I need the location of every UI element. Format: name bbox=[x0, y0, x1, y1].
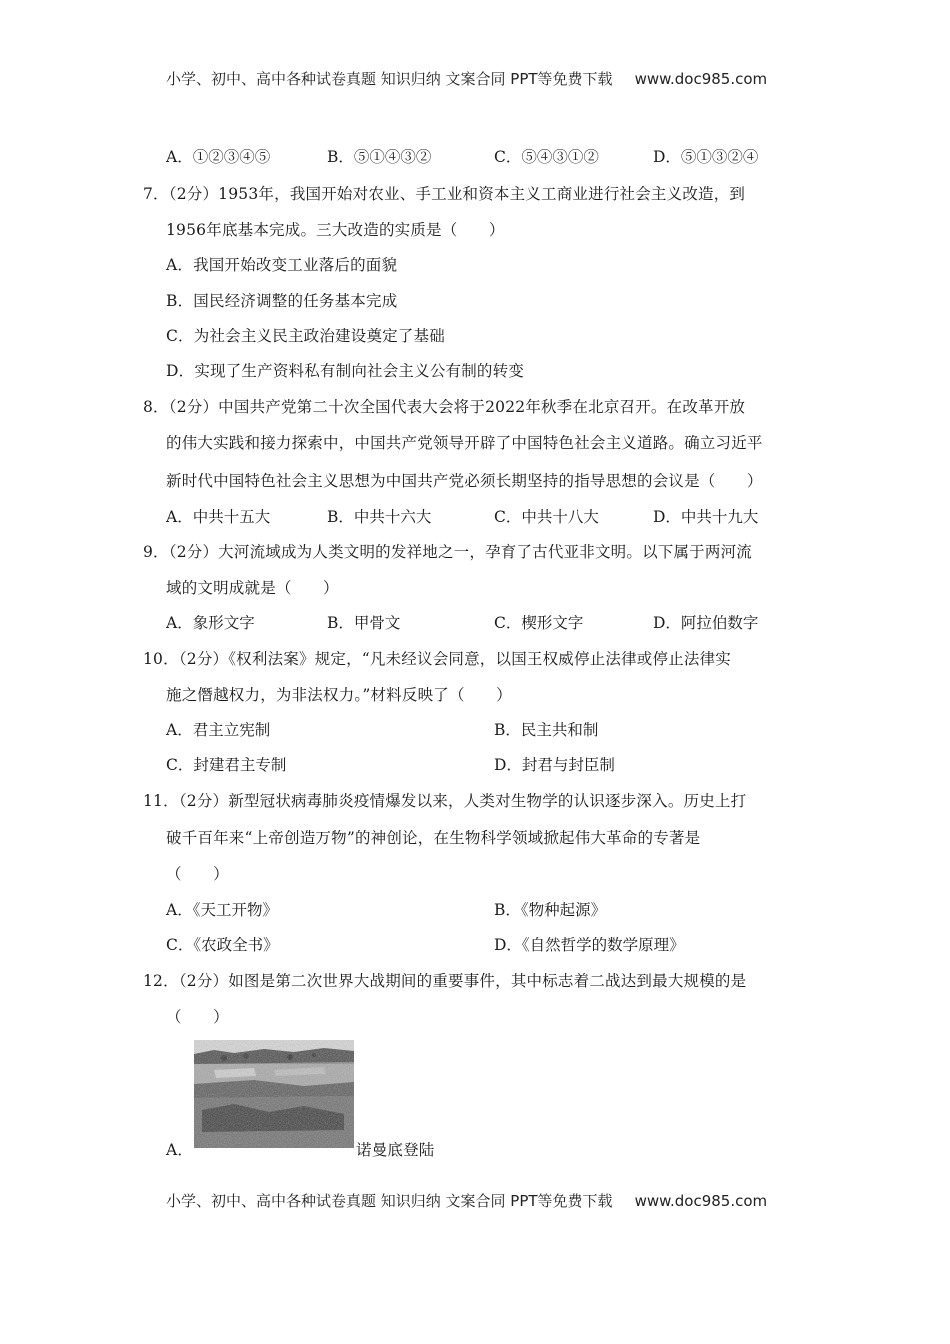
header-text: 小学、初中、高中各种试卷真题 知识归纳 文案合同 PPT等免费下载 bbox=[166, 70, 613, 88]
q7-stem-line-1: 7．（2分）1953年，我国开始对农业、手工业和资本主义工商业进行社会主义改造，到 bbox=[143, 185, 746, 203]
q7-option-b: B．国民经济调整的任务基本完成 bbox=[166, 292, 398, 310]
q9-option-a: A．象形文字 bbox=[166, 614, 255, 632]
q8-stem-line-1: 8．（2分）中国共产党第二十次全国代表大会将于2022年秋季在北京召开。在改革开放 bbox=[143, 398, 746, 416]
normandy-landing-photo bbox=[194, 1040, 354, 1148]
header-url: www.doc985.com bbox=[634, 70, 768, 88]
q8-stem-line-2: 的伟大实践和接力探索中，中国共产党领导开辟了中国特色社会主义道路。确立习近平 bbox=[166, 434, 763, 452]
q10-stem-line-2: 施之僭越权力，为非法权力。”材料反映了（ ） bbox=[166, 686, 512, 704]
footer-url: www.doc985.com bbox=[634, 1192, 768, 1210]
q9-stem-line-1: 9．（2分）大河流域成为人类文明的发祥地之一，孕育了古代亚非文明。以下属于两河流 bbox=[143, 543, 752, 561]
q6-option-c: C．⑤④③①② bbox=[494, 148, 599, 166]
q10-option-b: B．民主共和制 bbox=[494, 721, 599, 739]
q10-option-d: D．封君与封臣制 bbox=[494, 756, 615, 774]
q11-option-c: C．《农政全书》 bbox=[166, 936, 279, 954]
q9-option-b: B．甲骨文 bbox=[327, 614, 401, 632]
q9-option-c: C．楔形文字 bbox=[494, 614, 584, 632]
q10-option-a: A．君主立宪制 bbox=[166, 721, 271, 739]
q11-stem-line-2: 破千百年来“上帝创造万物”的神创论，在生物科学领域掀起伟大革命的专著是 bbox=[166, 829, 701, 847]
q7-stem-line-2: 1956年底基本完成。三大改造的实质是（ ） bbox=[166, 221, 505, 239]
q12-option-a-letter: A． bbox=[166, 1141, 194, 1159]
q12-stem-line-1: 12．（2分）如图是第二次世界大战期间的重要事件，其中标志着二战达到最大规模的是 bbox=[143, 972, 747, 990]
q11-stem-line-3: （ ） bbox=[166, 865, 229, 883]
q6-option-d: D．⑤①③②④ bbox=[653, 148, 759, 166]
q8-option-a: A．中共十五大 bbox=[166, 508, 271, 526]
q11-option-d: D．《自然哲学的数学原理》 bbox=[494, 936, 685, 954]
q6-option-b: B．⑤①④③② bbox=[327, 148, 432, 166]
q6-option-a: A．①②③④⑤ bbox=[166, 148, 271, 166]
q11-option-a: A．《天工开物》 bbox=[166, 901, 278, 919]
q7-option-c: C．为社会主义民主政治建设奠定了基础 bbox=[166, 327, 445, 345]
q8-option-c: C．中共十八大 bbox=[494, 508, 599, 526]
q8-option-d: D．中共十九大 bbox=[653, 508, 759, 526]
q10-stem-line-1: 10．（2分）《权利法案》规定，“凡未经议会同意，以国王权威停止法律或停止法律实 bbox=[143, 650, 732, 668]
q8-stem-line-3: 新时代中国特色社会主义思想为中国共产党必须长期坚持的指导思想的会议是（ ） bbox=[166, 472, 763, 490]
q7-option-a: A．我国开始改变工业落后的面貌 bbox=[166, 256, 398, 274]
q7-option-d: D．实现了生产资料私有制向社会主义公有制的转变 bbox=[166, 362, 525, 380]
q9-option-d: D．阿拉伯数字 bbox=[653, 614, 759, 632]
q9-stem-line-2: 域的文明成就是（ ） bbox=[166, 579, 339, 597]
page-footer bbox=[166, 1190, 767, 1211]
q11-stem-line-1: 11．（2分）新型冠状病毒肺炎疫情爆发以来，人类对生物学的认识逐步深入。历史上打 bbox=[143, 792, 747, 810]
footer-text: 小学、初中、高中各种试卷真题 知识归纳 文案合同 PPT等免费下载 bbox=[166, 1192, 613, 1210]
q12-stem-line-2: （ ） bbox=[166, 1008, 229, 1026]
page-header bbox=[166, 68, 767, 89]
q11-option-b: B．《物种起源》 bbox=[494, 901, 607, 919]
q10-option-c: C．封建君主专制 bbox=[166, 756, 287, 774]
q12-option-a-caption: 诺曼底登陆 bbox=[356, 1141, 435, 1159]
q8-option-b: B．中共十六大 bbox=[327, 508, 432, 526]
